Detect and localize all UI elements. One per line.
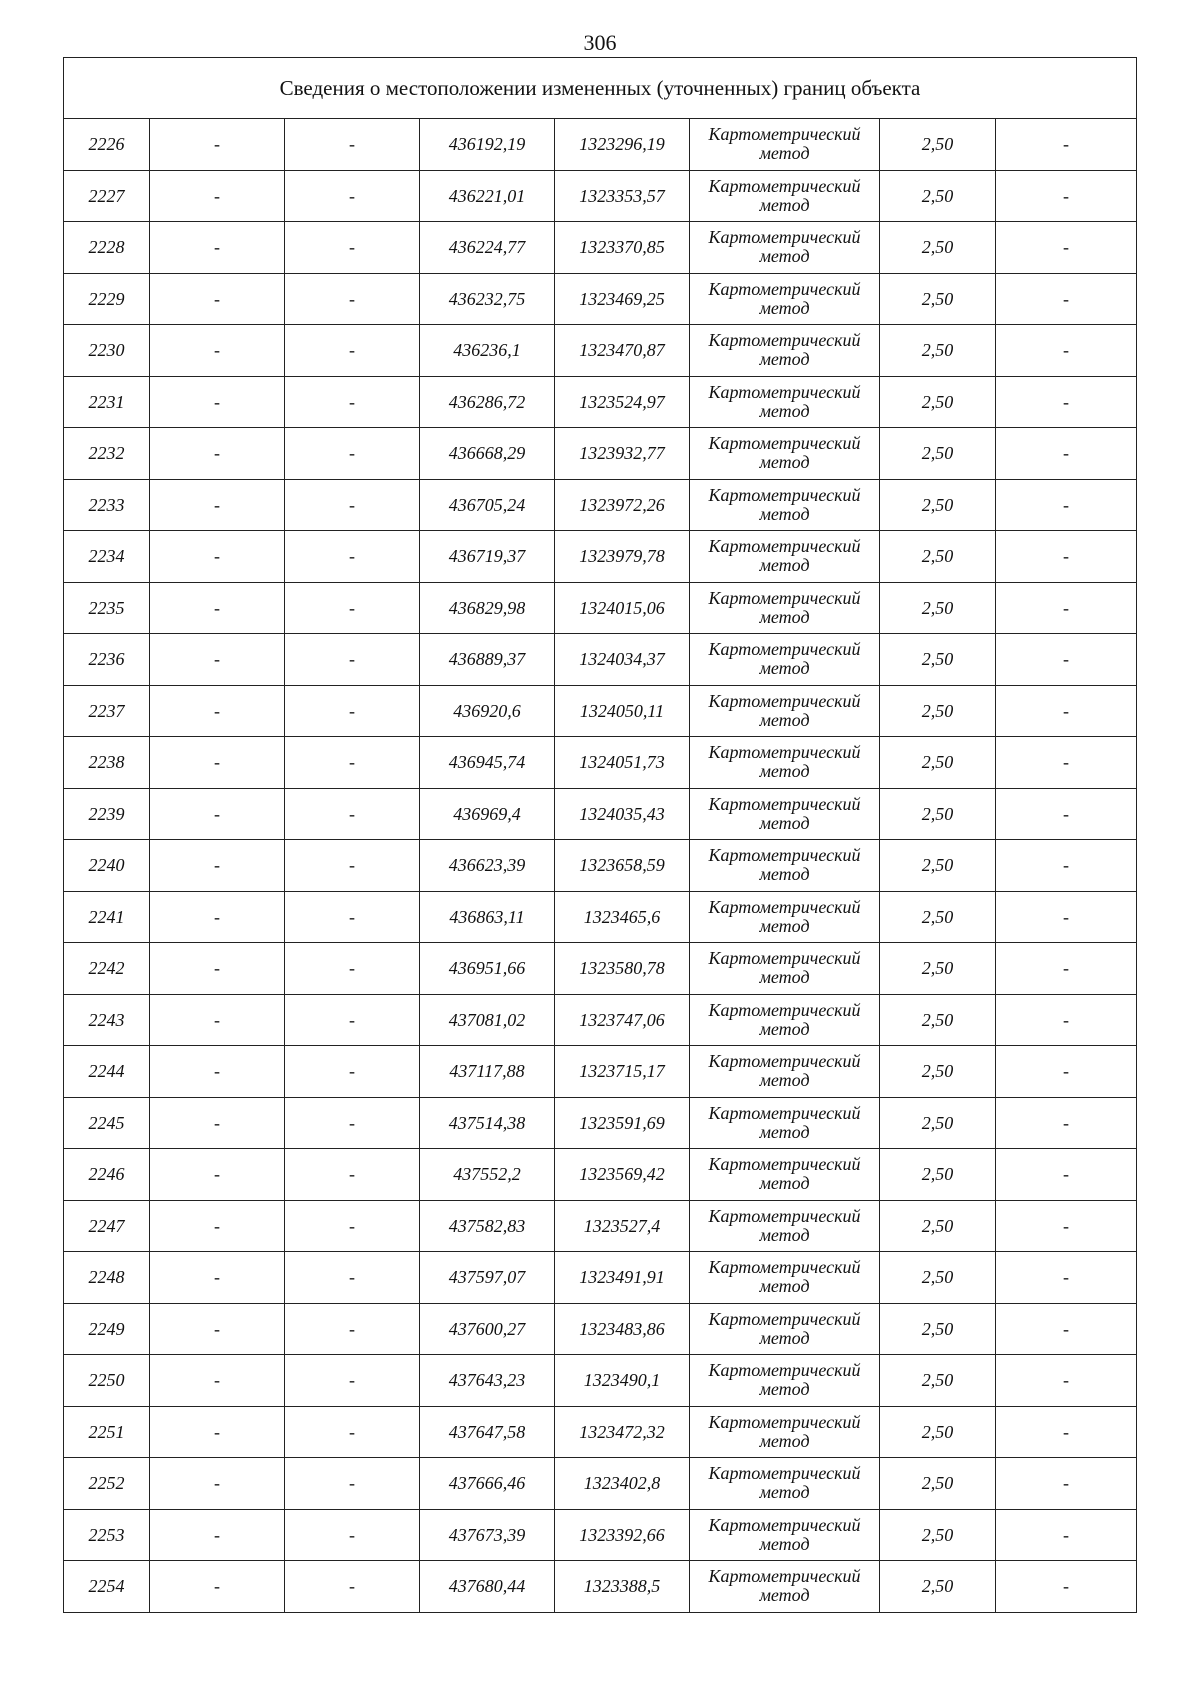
y-coordinate-cell: 1323580,78 xyxy=(555,943,690,995)
x-coordinate-cell: 437081,02 xyxy=(420,994,555,1046)
page-number: 306 xyxy=(583,30,617,55)
note-cell: - xyxy=(996,840,1137,892)
table-row xyxy=(64,428,1137,480)
method-cell: Картометрический метод xyxy=(690,119,880,171)
note-cell: - xyxy=(996,685,1137,737)
accuracy-cell: 2,50 xyxy=(880,170,996,222)
note-cell: - xyxy=(996,891,1137,943)
table-row xyxy=(64,891,1137,943)
accuracy-cell: 2,50 xyxy=(880,582,996,634)
x-coordinate-cell: 437117,88 xyxy=(420,1046,555,1098)
accuracy-cell: 2,50 xyxy=(880,531,996,583)
point-number-cell: 2254 xyxy=(64,1561,150,1613)
empty-value-cell: - xyxy=(285,222,420,274)
y-coordinate-cell: 1324051,73 xyxy=(555,737,690,789)
accuracy-cell: 2,50 xyxy=(880,1561,996,1613)
x-coordinate-cell: 437647,58 xyxy=(420,1406,555,1458)
point-number-cell: 2241 xyxy=(64,891,150,943)
empty-value-cell: - xyxy=(150,1046,285,1098)
y-coordinate-cell: 1323490,1 xyxy=(555,1355,690,1407)
point-number-cell: 2243 xyxy=(64,994,150,1046)
y-coordinate-cell: 1324050,11 xyxy=(555,685,690,737)
method-cell: Картометрический метод xyxy=(690,1097,880,1149)
note-cell: - xyxy=(996,1149,1137,1201)
x-coordinate-cell: 436668,29 xyxy=(420,428,555,480)
x-coordinate-cell: 437597,07 xyxy=(420,1252,555,1304)
method-cell: Картометрический метод xyxy=(690,1406,880,1458)
x-coordinate-cell: 437600,27 xyxy=(420,1303,555,1355)
accuracy-cell: 2,50 xyxy=(880,428,996,480)
method-cell: Картометрический метод xyxy=(690,1046,880,1098)
point-number-cell: 2239 xyxy=(64,788,150,840)
method-cell: Картометрический метод xyxy=(690,428,880,480)
note-cell: - xyxy=(996,1046,1137,1098)
table-row xyxy=(64,1200,1137,1252)
accuracy-cell: 2,50 xyxy=(880,1200,996,1252)
y-coordinate-cell: 1324035,43 xyxy=(555,788,690,840)
y-coordinate-cell: 1323979,78 xyxy=(555,531,690,583)
y-coordinate-cell: 1323591,69 xyxy=(555,1097,690,1149)
empty-value-cell: - xyxy=(150,1252,285,1304)
x-coordinate-cell: 436969,4 xyxy=(420,788,555,840)
empty-value-cell: - xyxy=(150,1406,285,1458)
x-coordinate-cell: 436623,39 xyxy=(420,840,555,892)
boundary-coordinates-table xyxy=(63,57,1137,1613)
empty-value-cell: - xyxy=(285,840,420,892)
y-coordinate-cell: 1323715,17 xyxy=(555,1046,690,1098)
empty-value-cell: - xyxy=(150,943,285,995)
table-row xyxy=(64,222,1137,274)
y-coordinate-cell: 1323465,6 xyxy=(555,891,690,943)
empty-value-cell: - xyxy=(150,119,285,171)
empty-value-cell: - xyxy=(285,1149,420,1201)
table-row xyxy=(64,943,1137,995)
empty-value-cell: - xyxy=(285,428,420,480)
point-number-cell: 2231 xyxy=(64,376,150,428)
note-cell: - xyxy=(996,273,1137,325)
note-cell: - xyxy=(996,582,1137,634)
empty-value-cell: - xyxy=(150,1509,285,1561)
point-number-cell: 2227 xyxy=(64,170,150,222)
y-coordinate-cell: 1324015,06 xyxy=(555,582,690,634)
accuracy-cell: 2,50 xyxy=(880,1149,996,1201)
note-cell: - xyxy=(996,1355,1137,1407)
note-cell: - xyxy=(996,1509,1137,1561)
x-coordinate-cell: 436951,66 xyxy=(420,943,555,995)
empty-value-cell: - xyxy=(285,737,420,789)
x-coordinate-cell: 437552,2 xyxy=(420,1149,555,1201)
point-number-cell: 2251 xyxy=(64,1406,150,1458)
note-cell: - xyxy=(996,1561,1137,1613)
x-coordinate-cell: 436920,6 xyxy=(420,685,555,737)
method-cell: Картометрический метод xyxy=(690,325,880,377)
method-cell: Картометрический метод xyxy=(690,943,880,995)
empty-value-cell: - xyxy=(150,1303,285,1355)
empty-value-cell: - xyxy=(150,1200,285,1252)
table-row xyxy=(64,119,1137,171)
point-number-cell: 2230 xyxy=(64,325,150,377)
empty-value-cell: - xyxy=(285,1458,420,1510)
x-coordinate-cell: 436236,1 xyxy=(420,325,555,377)
note-cell: - xyxy=(996,325,1137,377)
method-cell: Картометрический метод xyxy=(690,170,880,222)
y-coordinate-cell: 1323483,86 xyxy=(555,1303,690,1355)
empty-value-cell: - xyxy=(285,994,420,1046)
point-number-cell: 2250 xyxy=(64,1355,150,1407)
method-cell: Картометрический метод xyxy=(690,531,880,583)
table-row xyxy=(64,840,1137,892)
empty-value-cell: - xyxy=(285,582,420,634)
table-row xyxy=(64,994,1137,1046)
empty-value-cell: - xyxy=(285,376,420,428)
empty-value-cell: - xyxy=(285,788,420,840)
method-cell: Картометрический метод xyxy=(690,1355,880,1407)
empty-value-cell: - xyxy=(285,1355,420,1407)
y-coordinate-cell: 1324034,37 xyxy=(555,634,690,686)
empty-value-cell: - xyxy=(150,994,285,1046)
empty-value-cell: - xyxy=(150,376,285,428)
note-cell: - xyxy=(996,943,1137,995)
note-cell: - xyxy=(996,634,1137,686)
empty-value-cell: - xyxy=(285,1303,420,1355)
x-coordinate-cell: 436705,24 xyxy=(420,479,555,531)
note-cell: - xyxy=(996,222,1137,274)
y-coordinate-cell: 1323392,66 xyxy=(555,1509,690,1561)
empty-value-cell: - xyxy=(150,1561,285,1613)
empty-value-cell: - xyxy=(150,840,285,892)
x-coordinate-cell: 437666,46 xyxy=(420,1458,555,1510)
empty-value-cell: - xyxy=(285,531,420,583)
empty-value-cell: - xyxy=(150,170,285,222)
point-number-cell: 2247 xyxy=(64,1200,150,1252)
note-cell: - xyxy=(996,1406,1137,1458)
accuracy-cell: 2,50 xyxy=(880,943,996,995)
method-cell: Картометрический метод xyxy=(690,994,880,1046)
note-cell: - xyxy=(996,1097,1137,1149)
accuracy-cell: 2,50 xyxy=(880,479,996,531)
accuracy-cell: 2,50 xyxy=(880,994,996,1046)
table-row xyxy=(64,685,1137,737)
table-body xyxy=(64,119,1137,1613)
empty-value-cell: - xyxy=(285,685,420,737)
x-coordinate-cell: 436863,11 xyxy=(420,891,555,943)
method-cell: Картометрический метод xyxy=(690,273,880,325)
method-cell: Картометрический метод xyxy=(690,376,880,428)
y-coordinate-cell: 1323527,4 xyxy=(555,1200,690,1252)
method-cell: Картометрический метод xyxy=(690,1303,880,1355)
accuracy-cell: 2,50 xyxy=(880,222,996,274)
accuracy-cell: 2,50 xyxy=(880,737,996,789)
method-cell: Картометрический метод xyxy=(690,840,880,892)
accuracy-cell: 2,50 xyxy=(880,119,996,171)
x-coordinate-cell: 437582,83 xyxy=(420,1200,555,1252)
note-cell: - xyxy=(996,788,1137,840)
accuracy-cell: 2,50 xyxy=(880,891,996,943)
accuracy-cell: 2,50 xyxy=(880,1097,996,1149)
accuracy-cell: 2,50 xyxy=(880,634,996,686)
table-row xyxy=(64,531,1137,583)
x-coordinate-cell: 436829,98 xyxy=(420,582,555,634)
point-number-cell: 2233 xyxy=(64,479,150,531)
point-number-cell: 2238 xyxy=(64,737,150,789)
x-coordinate-cell: 436719,37 xyxy=(420,531,555,583)
table-row xyxy=(64,737,1137,789)
empty-value-cell: - xyxy=(285,1200,420,1252)
method-cell: Картометрический метод xyxy=(690,1561,880,1613)
y-coordinate-cell: 1323491,91 xyxy=(555,1252,690,1304)
empty-value-cell: - xyxy=(150,1355,285,1407)
empty-value-cell: - xyxy=(285,325,420,377)
y-coordinate-cell: 1323747,06 xyxy=(555,994,690,1046)
empty-value-cell: - xyxy=(150,1149,285,1201)
x-coordinate-cell: 436286,72 xyxy=(420,376,555,428)
empty-value-cell: - xyxy=(150,1097,285,1149)
y-coordinate-cell: 1323472,32 xyxy=(555,1406,690,1458)
point-number-cell: 2240 xyxy=(64,840,150,892)
empty-value-cell: - xyxy=(285,1097,420,1149)
x-coordinate-cell: 437514,38 xyxy=(420,1097,555,1149)
y-coordinate-cell: 1323524,97 xyxy=(555,376,690,428)
empty-value-cell: - xyxy=(285,1561,420,1613)
method-cell: Картометрический метод xyxy=(690,685,880,737)
point-number-cell: 2236 xyxy=(64,634,150,686)
point-number-cell: 2253 xyxy=(64,1509,150,1561)
y-coordinate-cell: 1323402,8 xyxy=(555,1458,690,1510)
note-cell: - xyxy=(996,994,1137,1046)
method-cell: Картометрический метод xyxy=(690,1509,880,1561)
method-cell: Картометрический метод xyxy=(690,737,880,789)
x-coordinate-cell: 436224,77 xyxy=(420,222,555,274)
point-number-cell: 2235 xyxy=(64,582,150,634)
point-number-cell: 2244 xyxy=(64,1046,150,1098)
point-number-cell: 2252 xyxy=(64,1458,150,1510)
table-row xyxy=(64,1097,1137,1149)
method-cell: Картометрический метод xyxy=(690,222,880,274)
empty-value-cell: - xyxy=(285,943,420,995)
y-coordinate-cell: 1323353,57 xyxy=(555,170,690,222)
accuracy-cell: 2,50 xyxy=(880,788,996,840)
point-number-cell: 2237 xyxy=(64,685,150,737)
note-cell: - xyxy=(996,1200,1137,1252)
y-coordinate-cell: 1323388,5 xyxy=(555,1561,690,1613)
y-coordinate-cell: 1323658,59 xyxy=(555,840,690,892)
accuracy-cell: 2,50 xyxy=(880,1355,996,1407)
x-coordinate-cell: 436945,74 xyxy=(420,737,555,789)
point-number-cell: 2242 xyxy=(64,943,150,995)
method-cell: Картометрический метод xyxy=(690,1252,880,1304)
accuracy-cell: 2,50 xyxy=(880,376,996,428)
method-cell: Картометрический метод xyxy=(690,1149,880,1201)
x-coordinate-cell: 436232,75 xyxy=(420,273,555,325)
empty-value-cell: - xyxy=(150,273,285,325)
y-coordinate-cell: 1323569,42 xyxy=(555,1149,690,1201)
accuracy-cell: 2,50 xyxy=(880,840,996,892)
x-coordinate-cell: 436889,37 xyxy=(420,634,555,686)
empty-value-cell: - xyxy=(150,222,285,274)
table-row xyxy=(64,1509,1137,1561)
table-row xyxy=(64,273,1137,325)
empty-value-cell: - xyxy=(285,1252,420,1304)
accuracy-cell: 2,50 xyxy=(880,325,996,377)
method-cell: Картометрический метод xyxy=(690,582,880,634)
point-number-cell: 2226 xyxy=(64,119,150,171)
empty-value-cell: - xyxy=(150,325,285,377)
accuracy-cell: 2,50 xyxy=(880,685,996,737)
method-cell: Картометрический метод xyxy=(690,1200,880,1252)
point-number-cell: 2249 xyxy=(64,1303,150,1355)
note-cell: - xyxy=(996,428,1137,480)
empty-value-cell: - xyxy=(285,479,420,531)
note-cell: - xyxy=(996,479,1137,531)
method-cell: Картометрический метод xyxy=(690,891,880,943)
table-title: Сведения о местоположении измененных (уточненных) границ объекта xyxy=(64,58,1137,119)
note-cell: - xyxy=(996,119,1137,171)
empty-value-cell: - xyxy=(150,737,285,789)
table-row xyxy=(64,1303,1137,1355)
table-row xyxy=(64,582,1137,634)
empty-value-cell: - xyxy=(285,273,420,325)
x-coordinate-cell: 436221,01 xyxy=(420,170,555,222)
empty-value-cell: - xyxy=(150,428,285,480)
empty-value-cell: - xyxy=(285,1406,420,1458)
empty-value-cell: - xyxy=(150,479,285,531)
y-coordinate-cell: 1323972,26 xyxy=(555,479,690,531)
table-row xyxy=(64,325,1137,377)
point-number-cell: 2248 xyxy=(64,1252,150,1304)
empty-value-cell: - xyxy=(150,891,285,943)
table-row xyxy=(64,1458,1137,1510)
accuracy-cell: 2,50 xyxy=(880,1458,996,1510)
empty-value-cell: - xyxy=(150,531,285,583)
empty-value-cell: - xyxy=(285,170,420,222)
point-number-cell: 2245 xyxy=(64,1097,150,1149)
note-cell: - xyxy=(996,737,1137,789)
table-row xyxy=(64,376,1137,428)
point-number-cell: 2246 xyxy=(64,1149,150,1201)
note-cell: - xyxy=(996,1252,1137,1304)
table-row xyxy=(64,479,1137,531)
empty-value-cell: - xyxy=(285,1046,420,1098)
table-row xyxy=(64,634,1137,686)
empty-value-cell: - xyxy=(150,582,285,634)
accuracy-cell: 2,50 xyxy=(880,1252,996,1304)
accuracy-cell: 2,50 xyxy=(880,1046,996,1098)
empty-value-cell: - xyxy=(285,891,420,943)
y-coordinate-cell: 1323296,19 xyxy=(555,119,690,171)
note-cell: - xyxy=(996,170,1137,222)
y-coordinate-cell: 1323470,87 xyxy=(555,325,690,377)
accuracy-cell: 2,50 xyxy=(880,273,996,325)
point-number-cell: 2232 xyxy=(64,428,150,480)
empty-value-cell: - xyxy=(150,788,285,840)
method-cell: Картометрический метод xyxy=(690,1458,880,1510)
empty-value-cell: - xyxy=(285,634,420,686)
accuracy-cell: 2,50 xyxy=(880,1303,996,1355)
y-coordinate-cell: 1323370,85 xyxy=(555,222,690,274)
y-coordinate-cell: 1323469,25 xyxy=(555,273,690,325)
table-row xyxy=(64,1046,1137,1098)
empty-value-cell: - xyxy=(285,1509,420,1561)
table-row xyxy=(64,1406,1137,1458)
table-row xyxy=(64,170,1137,222)
point-number-cell: 2229 xyxy=(64,273,150,325)
point-number-cell: 2234 xyxy=(64,531,150,583)
x-coordinate-cell: 437680,44 xyxy=(420,1561,555,1613)
accuracy-cell: 2,50 xyxy=(880,1406,996,1458)
method-cell: Картометрический метод xyxy=(690,479,880,531)
empty-value-cell: - xyxy=(150,685,285,737)
table-row xyxy=(64,1149,1137,1201)
table-row xyxy=(64,1355,1137,1407)
note-cell: - xyxy=(996,1303,1137,1355)
y-coordinate-cell: 1323932,77 xyxy=(555,428,690,480)
empty-value-cell: - xyxy=(150,634,285,686)
empty-value-cell: - xyxy=(150,1458,285,1510)
note-cell: - xyxy=(996,376,1137,428)
table-row xyxy=(64,1252,1137,1304)
empty-value-cell: - xyxy=(285,119,420,171)
table-row xyxy=(64,1561,1137,1613)
table-row xyxy=(64,788,1137,840)
accuracy-cell: 2,50 xyxy=(880,1509,996,1561)
note-cell: - xyxy=(996,531,1137,583)
note-cell: - xyxy=(996,1458,1137,1510)
method-cell: Картометрический метод xyxy=(690,788,880,840)
x-coordinate-cell: 437673,39 xyxy=(420,1509,555,1561)
point-number-cell: 2228 xyxy=(64,222,150,274)
method-cell: Картометрический метод xyxy=(690,634,880,686)
x-coordinate-cell: 436192,19 xyxy=(420,119,555,171)
x-coordinate-cell: 437643,23 xyxy=(420,1355,555,1407)
